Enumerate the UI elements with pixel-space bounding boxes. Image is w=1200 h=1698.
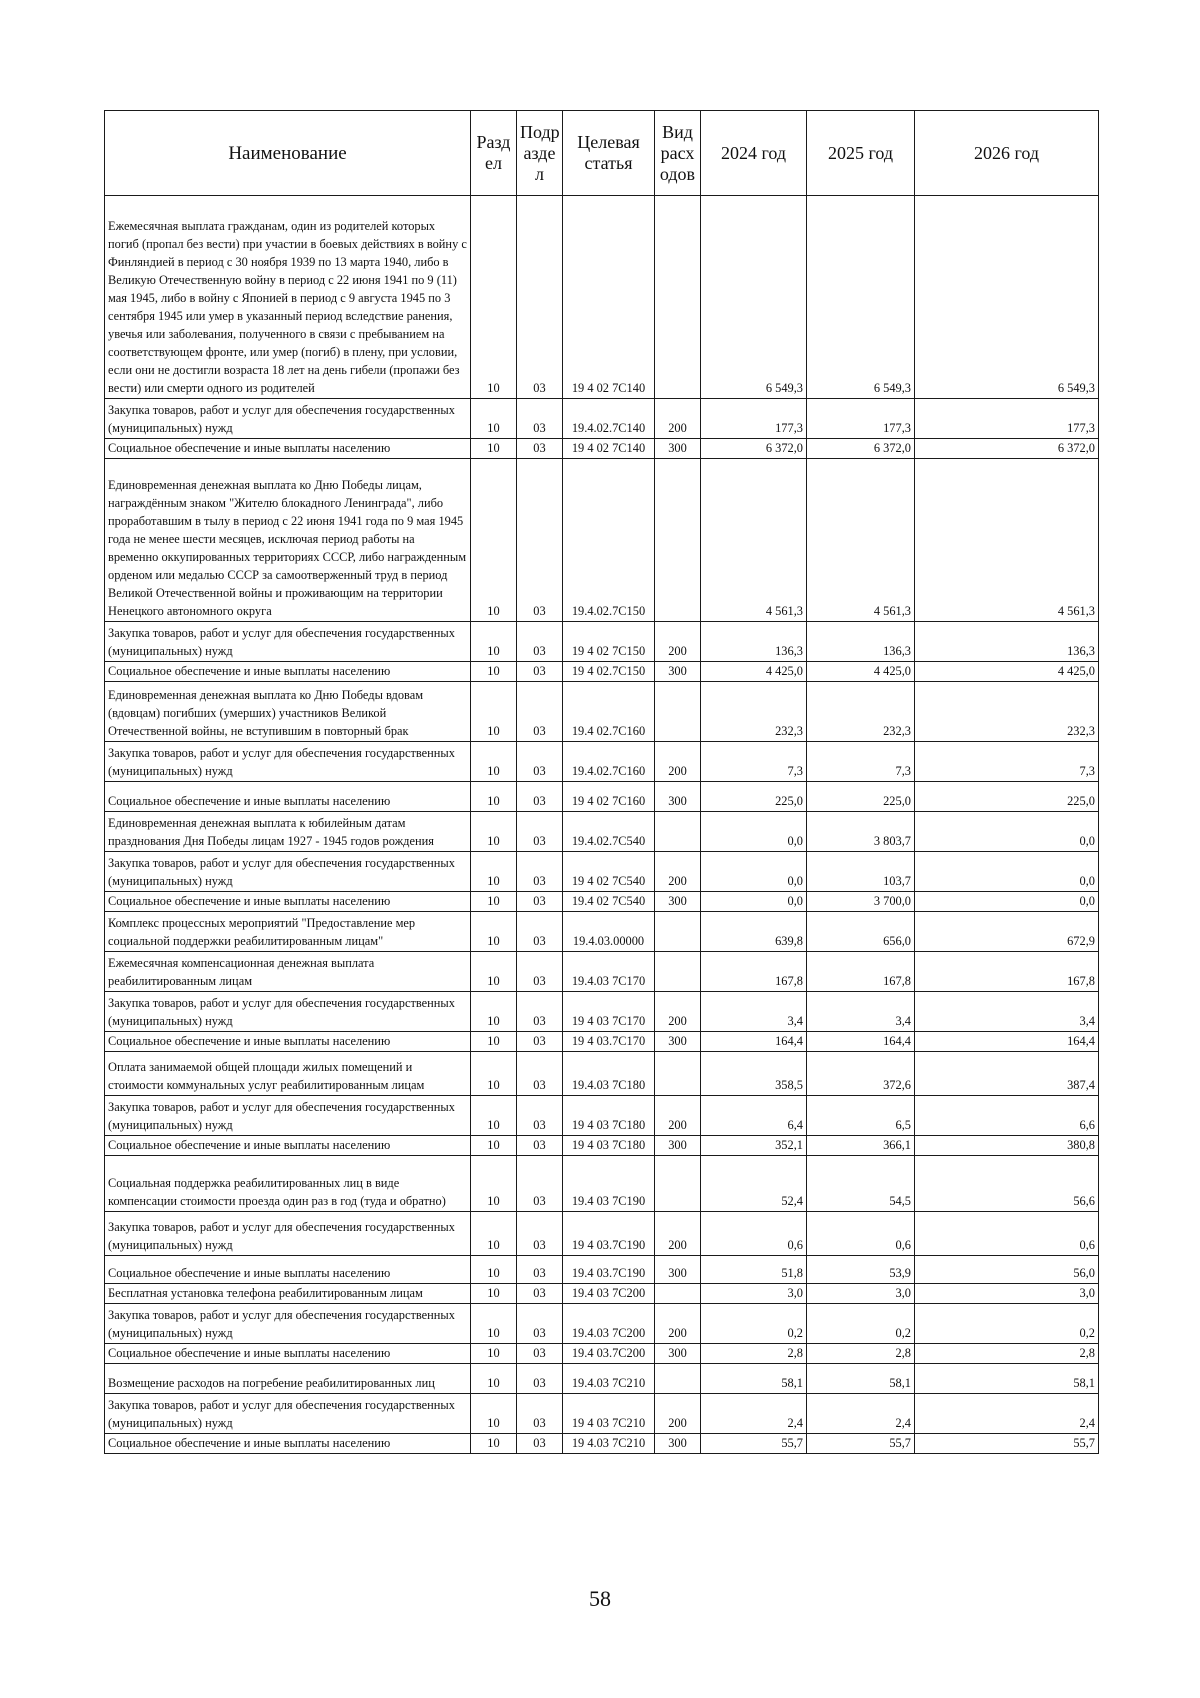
row-subsection: 03 (517, 892, 563, 912)
row-name (105, 662, 471, 682)
row-section: 10 (471, 1394, 517, 1434)
row-section: 10 (471, 1344, 517, 1364)
row-subsection: 03 (517, 1032, 563, 1052)
table-row (105, 1284, 1099, 1304)
row-article: 19.4 03.7С200 (563, 1344, 655, 1364)
row-section: 10 (471, 1032, 517, 1052)
row-name (105, 622, 471, 662)
row-value-2025: 55,7 (807, 1434, 915, 1454)
row-name (105, 952, 471, 992)
row-name (105, 912, 471, 952)
row-value-2024: 2,4 (701, 1394, 807, 1434)
row-value-2024: 358,5 (701, 1052, 807, 1096)
row-section: 10 (471, 812, 517, 852)
row-value-2024: 0,2 (701, 1304, 807, 1344)
row-value-2025: 6,5 (807, 1096, 915, 1136)
table-row (105, 892, 1099, 912)
row-subsection: 03 (517, 1052, 563, 1096)
row-value-2025: 53,9 (807, 1256, 915, 1284)
row-name (105, 439, 471, 459)
row-expense-kind: 200 (655, 852, 701, 892)
row-value-2026: 164,4 (915, 1032, 1099, 1052)
row-subsection: 03 (517, 1256, 563, 1284)
row-name (105, 992, 471, 1032)
row-expense-kind (655, 682, 701, 742)
row-name-text: Закупка товаров, работ и услуг для обеспечения государственных (муниципальных) нужд (108, 1100, 455, 1132)
header-year-2026: 2026 год (915, 111, 1099, 196)
row-name-text: Возмещение расходов на погребение реабилитированных лиц (108, 1376, 435, 1390)
row-section: 10 (471, 892, 517, 912)
row-article: 19.4 03 7С190 (563, 1156, 655, 1212)
row-expense-kind: 300 (655, 1434, 701, 1454)
row-name (105, 399, 471, 439)
row-value-2024: 4 561,3 (701, 459, 807, 622)
row-expense-kind (655, 1052, 701, 1096)
row-expense-kind: 200 (655, 1212, 701, 1256)
row-expense-kind: 200 (655, 622, 701, 662)
row-value-2024: 4 425,0 (701, 662, 807, 682)
row-article: 19 4 03 7С170 (563, 992, 655, 1032)
row-expense-kind: 200 (655, 1394, 701, 1434)
row-value-2025: 225,0 (807, 782, 915, 812)
row-value-2024: 6,4 (701, 1096, 807, 1136)
row-subsection: 03 (517, 1344, 563, 1364)
table-row (105, 1394, 1099, 1434)
row-value-2025: 4 561,3 (807, 459, 915, 622)
row-value-2024: 136,3 (701, 622, 807, 662)
row-article: 19 4 03.7С170 (563, 1032, 655, 1052)
row-value-2024: 6 549,3 (701, 196, 807, 399)
row-value-2025: 366,1 (807, 1136, 915, 1156)
row-name-text: Социальное обеспечение и иные выплаты населению (108, 441, 391, 455)
row-value-2024: 7,3 (701, 742, 807, 782)
row-article: 19 4 03 7С180 (563, 1096, 655, 1136)
row-value-2025: 0,2 (807, 1304, 915, 1344)
row-value-2026: 6 372,0 (915, 439, 1099, 459)
row-expense-kind (655, 952, 701, 992)
table-row (105, 399, 1099, 439)
row-subsection: 03 (517, 622, 563, 662)
row-article: 19.4.02.7С150 (563, 459, 655, 622)
row-section: 10 (471, 439, 517, 459)
page-number: 58 (589, 1586, 611, 1611)
row-section: 10 (471, 1136, 517, 1156)
row-subsection: 03 (517, 1434, 563, 1454)
row-subsection: 03 (517, 1284, 563, 1304)
row-subsection: 03 (517, 782, 563, 812)
row-section: 10 (471, 662, 517, 682)
row-expense-kind: 300 (655, 1032, 701, 1052)
row-name (105, 196, 471, 399)
row-subsection: 03 (517, 1156, 563, 1212)
row-subsection: 03 (517, 852, 563, 892)
row-subsection: 03 (517, 399, 563, 439)
row-value-2026: 387,4 (915, 1052, 1099, 1096)
row-name (105, 892, 471, 912)
row-expense-kind (655, 196, 701, 399)
row-name (105, 1344, 471, 1364)
table-header-row (105, 111, 1099, 196)
row-value-2025: 7,3 (807, 742, 915, 782)
row-subsection: 03 (517, 682, 563, 742)
row-expense-kind: 300 (655, 892, 701, 912)
row-subsection: 03 (517, 952, 563, 992)
row-article: 19.4.02.7С160 (563, 742, 655, 782)
row-value-2024: 6 372,0 (701, 439, 807, 459)
row-article: 19.4 02 7С540 (563, 892, 655, 912)
row-expense-kind: 300 (655, 782, 701, 812)
row-name-text: Единовременная денежная выплата ко Дню Победы вдовам (вдовцам) погибших (умерших) участников Великой Отечественной войны, не вступившим в повторный брак (108, 688, 424, 738)
row-subsection: 03 (517, 812, 563, 852)
row-name-text: Социальное обеспечение и иные выплаты населению (108, 1436, 391, 1450)
row-value-2025: 136,3 (807, 622, 915, 662)
row-expense-kind: 300 (655, 1256, 701, 1284)
row-name-text: Закупка товаров, работ и услуг для обеспечения государственных (муниципальных) нужд (108, 1398, 455, 1430)
row-value-2026: 2,4 (915, 1394, 1099, 1434)
header-year-2024: 2024 год (701, 111, 807, 196)
row-value-2025: 3 803,7 (807, 812, 915, 852)
row-name-text: Социальное обеспечение и иные выплаты населению (108, 1034, 391, 1048)
row-value-2024: 3,0 (701, 1284, 807, 1304)
row-article: 19.4.03.00000 (563, 912, 655, 952)
row-article: 19.4 03.7С190 (563, 1256, 655, 1284)
table-row (105, 439, 1099, 459)
row-section: 10 (471, 1096, 517, 1136)
row-name (105, 1096, 471, 1136)
row-section: 10 (471, 399, 517, 439)
row-value-2025: 3 700,0 (807, 892, 915, 912)
header-expense-kind: Вид расх одов (655, 111, 701, 196)
row-article: 19 4 02 7С140 (563, 439, 655, 459)
row-value-2024: 352,1 (701, 1136, 807, 1156)
row-value-2026: 56,6 (915, 1156, 1099, 1212)
row-name (105, 1364, 471, 1394)
row-expense-kind (655, 1156, 701, 1212)
row-subsection: 03 (517, 439, 563, 459)
row-value-2025: 372,6 (807, 1052, 915, 1096)
row-subsection: 03 (517, 742, 563, 782)
row-value-2025: 3,0 (807, 1284, 915, 1304)
row-value-2025: 656,0 (807, 912, 915, 952)
table-row (105, 812, 1099, 852)
row-value-2024: 52,4 (701, 1156, 807, 1212)
row-section: 10 (471, 1212, 517, 1256)
row-expense-kind: 200 (655, 1096, 701, 1136)
row-subsection: 03 (517, 662, 563, 682)
row-name (105, 812, 471, 852)
row-value-2024: 55,7 (701, 1434, 807, 1454)
row-subsection: 03 (517, 1212, 563, 1256)
row-value-2026: 6 549,3 (915, 196, 1099, 399)
row-name-text: Закупка товаров, работ и услуг для обеспечения государственных (муниципальных) нужд (108, 403, 455, 435)
row-name (105, 1156, 471, 1212)
row-subsection: 03 (517, 1364, 563, 1394)
table-row (105, 992, 1099, 1032)
row-name-text: Единовременная денежная выплата к юбилейным датам празднования Дня Победы лицам 1927 - 1945 годов рождения (108, 816, 434, 848)
row-name-text: Бесплатная установка телефона реабилитированным лицам (108, 1286, 423, 1300)
row-value-2026: 177,3 (915, 399, 1099, 439)
row-name-text: Социальное обеспечение и иные выплаты населению (108, 1346, 391, 1360)
row-value-2026: 2,8 (915, 1344, 1099, 1364)
row-section: 10 (471, 852, 517, 892)
row-subsection: 03 (517, 912, 563, 952)
row-name (105, 1434, 471, 1454)
row-article: 19 4.03 7С210 (563, 1434, 655, 1454)
row-value-2026: 3,4 (915, 992, 1099, 1032)
table-row (105, 459, 1099, 622)
row-value-2025: 58,1 (807, 1364, 915, 1394)
row-name-text: Закупка товаров, работ и услуг для обеспечения государственных (муниципальных) нужд (108, 746, 455, 778)
row-name-text: Социальное обеспечение и иные выплаты населению (108, 664, 391, 678)
row-name-text: Социальная поддержка реабилитированных лиц в виде компенсации стоимости проезда один раз в год (туда и обратно) (108, 1176, 446, 1208)
row-article: 19.4 02.7С160 (563, 682, 655, 742)
row-value-2024: 0,0 (701, 892, 807, 912)
row-section: 10 (471, 912, 517, 952)
row-value-2026: 6,6 (915, 1096, 1099, 1136)
row-name (105, 682, 471, 742)
table-row (105, 1156, 1099, 1212)
row-name-text: Закупка товаров, работ и услуг для обеспечения государственных (муниципальных) нужд (108, 1220, 455, 1252)
row-value-2026: 4 425,0 (915, 662, 1099, 682)
row-article: 19 4 02 7С140 (563, 196, 655, 399)
row-value-2026: 3,0 (915, 1284, 1099, 1304)
row-expense-kind: 300 (655, 1344, 701, 1364)
row-article: 19.4.02.7С540 (563, 812, 655, 852)
row-name-text: Ежемесячная выплата гражданам, один из родителей которых погиб (пропал без вести) при участии в боевых действиях в войну с Финляндией в период с 30 ноября 1939 по 13 марта 1940, либо в Великую Отечественную войну в период с 22 июня 1941 по 9 (11) мая 1945, либо в войну с Японией в период с 9 августа 1945 по 3 сентября 1945 или умер в указанный период вследствие ранения, увечья или заболевания, полученного в связи с пребыванием на соответствующем фронте, или умер (погиб) в плену, при условии, если они не достигли возраста 18 лет на день гибели (пропажи без вести) или смерти одного из родителей (108, 219, 467, 395)
header-year-2025: 2025 год (807, 111, 915, 196)
row-subsection: 03 (517, 992, 563, 1032)
row-section: 10 (471, 682, 517, 742)
row-section: 10 (471, 992, 517, 1032)
row-article: 19 4 03.7С190 (563, 1212, 655, 1256)
row-value-2024: 2,8 (701, 1344, 807, 1364)
table-row (105, 1344, 1099, 1364)
row-value-2026: 225,0 (915, 782, 1099, 812)
row-section: 10 (471, 742, 517, 782)
row-expense-kind: 200 (655, 992, 701, 1032)
row-expense-kind: 300 (655, 662, 701, 682)
row-value-2024: 177,3 (701, 399, 807, 439)
row-expense-kind (655, 912, 701, 952)
row-name-text: Социальное обеспечение и иные выплаты населению (108, 894, 391, 908)
row-expense-kind (655, 1364, 701, 1394)
row-value-2026: 7,3 (915, 742, 1099, 782)
row-section: 10 (471, 1052, 517, 1096)
row-value-2024: 232,3 (701, 682, 807, 742)
row-name (105, 1394, 471, 1434)
row-value-2025: 3,4 (807, 992, 915, 1032)
row-section: 10 (471, 952, 517, 992)
row-article: 19.4 03 7С200 (563, 1284, 655, 1304)
row-name-text: Социальное обеспечение и иные выплаты населению (108, 794, 391, 808)
row-value-2024: 0,0 (701, 812, 807, 852)
row-expense-kind: 300 (655, 1136, 701, 1156)
row-name (105, 1256, 471, 1284)
row-article: 19 4 03 7С180 (563, 1136, 655, 1156)
row-section: 10 (471, 459, 517, 622)
row-article: 19.4.03 7С210 (563, 1364, 655, 1394)
row-subsection: 03 (517, 196, 563, 399)
table-row (105, 1136, 1099, 1156)
row-name (105, 459, 471, 622)
row-value-2025: 177,3 (807, 399, 915, 439)
row-value-2025: 4 425,0 (807, 662, 915, 682)
table-row (105, 1256, 1099, 1284)
table-row (105, 1096, 1099, 1136)
row-value-2026: 0,0 (915, 892, 1099, 912)
row-value-2024: 167,8 (701, 952, 807, 992)
row-name-text: Закупка товаров, работ и услуг для обеспечения государственных (муниципальных) нужд (108, 856, 455, 888)
row-name-text: Оплата занимаемой общей площади жилых помещений и стоимости коммунальных услуг реабилитированным лицам (108, 1060, 425, 1092)
row-section: 10 (471, 1364, 517, 1394)
row-name (105, 1284, 471, 1304)
row-subsection: 03 (517, 1096, 563, 1136)
table-row (105, 852, 1099, 892)
row-name-text: Закупка товаров, работ и услуг для обеспечения государственных (муниципальных) нужд (108, 996, 455, 1028)
row-article: 19 4 02 7С160 (563, 782, 655, 812)
budget-table (104, 110, 1099, 1454)
row-name (105, 852, 471, 892)
table-row (105, 912, 1099, 952)
table-row (105, 196, 1099, 399)
table-row (105, 682, 1099, 742)
row-article: 19.4.03 7С170 (563, 952, 655, 992)
row-name-text: Закупка товаров, работ и услуг для обеспечения государственных (муниципальных) нужд (108, 1308, 455, 1340)
row-value-2026: 0,6 (915, 1212, 1099, 1256)
row-name-text: Закупка товаров, работ и услуг для обеспечения государственных (муниципальных) нужд (108, 626, 455, 658)
row-value-2025: 2,4 (807, 1394, 915, 1434)
row-name-text: Социальное обеспечение и иные выплаты населению (108, 1266, 391, 1280)
table-row (105, 1052, 1099, 1096)
row-value-2025: 0,6 (807, 1212, 915, 1256)
row-section: 10 (471, 1434, 517, 1454)
header-section: Разд ел (471, 111, 517, 196)
table-row (105, 1212, 1099, 1256)
row-section: 10 (471, 782, 517, 812)
row-name-text: Единовременная денежная выплата ко Дню Победы лицам, награждённым знаком "Жителю блокадного Ленинграда", либо проработавшим в тылу в период с 22 июня 1941 года по 9 мая 1945 года не менее шести месяцев, исключая период работы на временно оккупированных территориях СССР, либо награжденным орденом или медалью СССР за самоотверженный труд в период Великой Отечественной войны и проживающим на территории Ненецкого автономного округа (108, 478, 467, 618)
row-expense-kind: 200 (655, 399, 701, 439)
row-value-2026: 380,8 (915, 1136, 1099, 1156)
row-value-2024: 0,0 (701, 852, 807, 892)
header-subsection: Подр азде л (517, 111, 563, 196)
row-value-2024: 3,4 (701, 992, 807, 1032)
row-name (105, 1136, 471, 1156)
row-section: 10 (471, 622, 517, 662)
row-subsection: 03 (517, 1304, 563, 1344)
row-section: 10 (471, 1304, 517, 1344)
row-article: 19.4.03 7С200 (563, 1304, 655, 1344)
row-article: 19 4 02 7С150 (563, 622, 655, 662)
table-row (105, 782, 1099, 812)
row-value-2026: 4 561,3 (915, 459, 1099, 622)
row-value-2026: 232,3 (915, 682, 1099, 742)
row-subsection: 03 (517, 459, 563, 622)
row-subsection: 03 (517, 1394, 563, 1434)
table-row (105, 1032, 1099, 1052)
row-name-text: Ежемесячная компенсационная денежная выплата реабилитированным лицам (108, 956, 375, 988)
row-value-2024: 58,1 (701, 1364, 807, 1394)
row-value-2025: 6 549,3 (807, 196, 915, 399)
row-name (105, 1052, 471, 1096)
row-expense-kind (655, 812, 701, 852)
row-section: 10 (471, 1284, 517, 1304)
row-section: 10 (471, 196, 517, 399)
row-value-2026: 136,3 (915, 622, 1099, 662)
row-name (105, 1032, 471, 1052)
row-value-2025: 54,5 (807, 1156, 915, 1212)
row-name-text: Социальное обеспечение и иные выплаты населению (108, 1138, 391, 1152)
row-value-2026: 0,2 (915, 1304, 1099, 1344)
row-value-2025: 164,4 (807, 1032, 915, 1052)
row-name (105, 742, 471, 782)
row-name (105, 1304, 471, 1344)
table-row (105, 1434, 1099, 1454)
row-value-2025: 232,3 (807, 682, 915, 742)
row-value-2024: 225,0 (701, 782, 807, 812)
row-expense-kind: 300 (655, 439, 701, 459)
row-expense-kind (655, 459, 701, 622)
header-name: Наименование (105, 111, 471, 196)
row-value-2026: 167,8 (915, 952, 1099, 992)
row-article: 19.4.02.7С140 (563, 399, 655, 439)
row-name-text: Комплекс процессных мероприятий "Предоставление мер социальной поддержки реабилитированным лицам" (108, 916, 416, 948)
table-row (105, 742, 1099, 782)
row-value-2026: 55,7 (915, 1434, 1099, 1454)
row-expense-kind: 200 (655, 742, 701, 782)
row-value-2026: 0,0 (915, 852, 1099, 892)
row-value-2024: 51,8 (701, 1256, 807, 1284)
row-expense-kind: 200 (655, 1304, 701, 1344)
row-value-2026: 672,9 (915, 912, 1099, 952)
row-value-2026: 58,1 (915, 1364, 1099, 1394)
header-article: Целевая статья (563, 111, 655, 196)
table-row (105, 1364, 1099, 1394)
row-value-2024: 164,4 (701, 1032, 807, 1052)
table-row (105, 662, 1099, 682)
row-value-2025: 167,8 (807, 952, 915, 992)
row-article: 19.4.03 7С180 (563, 1052, 655, 1096)
row-section: 10 (471, 1156, 517, 1212)
row-value-2025: 2,8 (807, 1344, 915, 1364)
row-name (105, 782, 471, 812)
row-value-2025: 103,7 (807, 852, 915, 892)
table-row (105, 1304, 1099, 1344)
row-article: 19 4 02 7С540 (563, 852, 655, 892)
table-row (105, 622, 1099, 662)
row-name (105, 1212, 471, 1256)
row-value-2024: 0,6 (701, 1212, 807, 1256)
row-article: 19 4 02.7С150 (563, 662, 655, 682)
row-value-2026: 0,0 (915, 812, 1099, 852)
budget-document-page (104, 110, 1098, 1454)
row-article: 19 4 03 7С210 (563, 1394, 655, 1434)
row-expense-kind (655, 1284, 701, 1304)
row-value-2025: 6 372,0 (807, 439, 915, 459)
table-row (105, 952, 1099, 992)
row-section: 10 (471, 1256, 517, 1284)
row-value-2026: 56,0 (915, 1256, 1099, 1284)
row-value-2024: 639,8 (701, 912, 807, 952)
row-subsection: 03 (517, 1136, 563, 1156)
